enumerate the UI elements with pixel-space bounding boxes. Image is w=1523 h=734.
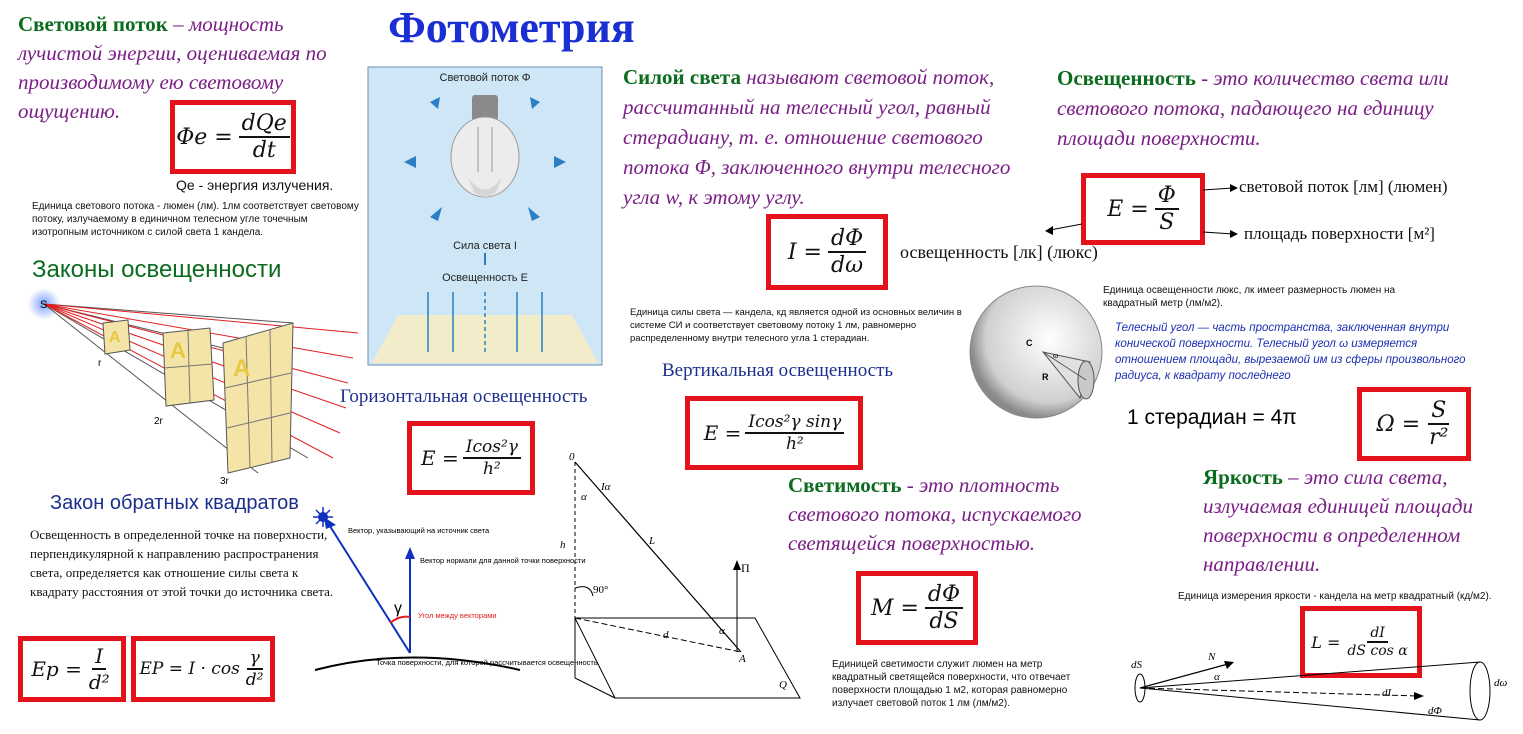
plane-Q <box>575 618 800 698</box>
brightness-unit-note: Единица измерения яркости - кандела на метр квадратный (кд/м2). <box>1178 591 1492 602</box>
solid-angle-definition: Телесный угол — часть пространства, заключенная внутри конической поверхности. Телесный угол ω измеряется отношением площади, вырезаемой им из сферы произвольного радиуса, к квадрату последнего <box>1115 322 1466 382</box>
label-flux: Световой поток Φ <box>439 72 531 84</box>
label-A1: A <box>109 329 121 346</box>
illuminance-arrows <box>1040 180 1240 250</box>
inverse-square-heading: Закон обратных квадратов <box>50 492 299 514</box>
luminosity-definition-text: - это плотность светового потока, испускаемого светящейся поверхностью. <box>788 473 1082 555</box>
illuminance-definition-text: - это количество света или светового потока, падающего на единицу площади поверхности. <box>1057 66 1449 150</box>
brightness-definition <box>1203 463 1503 579</box>
inverse-formula2-den: d² <box>245 670 264 690</box>
inverse-square-text: Освещенность в определенной точке на поверхности, перпендикулярной к направлению распространения света, определяется как отношение силы света к квадрату расстояния от этой точки до источника света. <box>30 527 334 599</box>
intensity-definition <box>623 62 1041 212</box>
intensity-unit-note: Единица силы света — кандела, кд является одной из основных величин в системе СИ и соответствует световому потоку 1 лм, равномерно распределенному внутри телесного угла 1 стерадиан. <box>630 307 962 344</box>
horizontal-formula-fraction <box>463 437 521 479</box>
illuminance-unit-note: Единица освещенности люкс, лк имеет размерность люмен на квадратный метр (лм/м2). <box>1103 285 1396 309</box>
label-angle: Угол между векторами <box>418 611 497 620</box>
luminosity-unit-note: Единицей светимости служит люмен на метр квадратный светящейся поверхности, что отвечает поверхности площадью 1 м2, которая равномерно излучает световой поток 1 лм (лм/м2). <box>832 659 1071 709</box>
light-line-L <box>575 462 741 652</box>
horizontal-formula <box>407 421 535 495</box>
intensity-formula-lhs: I = <box>787 239 822 265</box>
angle-arc <box>390 617 410 623</box>
inverse-formula1-den: d² <box>88 670 110 694</box>
geo-label-L: L <box>649 535 656 547</box>
inverse-square-formula-1 <box>18 636 126 702</box>
geo-label-Ialpha: Iα <box>601 481 611 493</box>
luminosity-formula-lhs: M = <box>870 595 919 621</box>
flux-formula-num: dQe <box>239 111 290 138</box>
vertical-formula-fraction <box>745 412 844 454</box>
geo-label-h: h <box>560 539 566 551</box>
label-normal-text: Вектор нормали для данной точки поверхности <box>420 556 586 565</box>
geo-label-A: A <box>739 653 746 665</box>
brightness-formula-lhs: L = <box>1311 632 1341 652</box>
lamp-diagram <box>368 67 602 365</box>
intensity-formula-num: dΦ <box>828 226 866 253</box>
label-2r: 2r <box>154 416 163 427</box>
cone-label-domega: dω <box>1494 677 1508 689</box>
steradian: 1 стерадиан = 4π <box>1127 406 1297 429</box>
vertical-formula-lhs: E = <box>703 421 742 445</box>
label-gamma: γ <box>394 600 402 617</box>
solid-angle-formula <box>1357 387 1471 461</box>
label-intensity: Сила света I <box>453 240 517 252</box>
label-A2: A <box>170 338 186 363</box>
luminosity-term: Светимость <box>788 473 902 497</box>
source-vector <box>328 523 410 653</box>
intensity-formula <box>766 214 888 290</box>
qe-note: Qe - энергия излучения. <box>176 177 334 193</box>
horizontal-formula-lhs: E = <box>421 446 459 470</box>
illuminance-arrow2-label: площадь поверхности [м²] <box>1244 224 1435 243</box>
horizontal-heading: Горизонтальная освещенность <box>340 386 588 407</box>
vertical-formula <box>685 396 863 470</box>
luminosity-formula-den: dS <box>929 609 959 634</box>
label-S: S <box>40 299 48 311</box>
label-A3: A <box>233 355 251 382</box>
solid-angle-formula-den: r² <box>1429 425 1449 450</box>
flux-unit-note: Единица светового потока - люмен (лм). 1лм соответствует световому потоку, излучаемому в единичном телесном угле точечным изотропным источником с силой света 1 кандела. <box>32 201 359 238</box>
inverse-formula1-fraction <box>86 644 113 694</box>
illuminance-definition <box>1057 63 1497 153</box>
sun-rays <box>313 507 333 527</box>
illuminance-arrow1-label: световой поток [лм] (люмен) <box>1239 177 1448 196</box>
intensity-formula-fraction <box>828 226 866 278</box>
cone-label-dI: dI <box>1382 687 1392 699</box>
inverse-square-formula-2 <box>131 636 275 702</box>
brightness-cone-diagram <box>1128 650 1520 730</box>
intensity-formula-den: dω <box>831 253 864 278</box>
geo-label-0: 0 <box>569 451 575 463</box>
cone-label-alpha: α <box>1214 671 1220 683</box>
label-surface-point: Точка поверхности, для которой рассчитывается освещенность <box>376 658 598 667</box>
flux-formula-fraction <box>239 111 290 163</box>
geo-label-90: 90° <box>593 584 609 596</box>
flux-formula-den: dt <box>252 138 276 163</box>
vertical-heading: Вертикальная освещенность <box>662 360 894 381</box>
cone-label-dS: dS <box>1131 659 1142 671</box>
flux-formula <box>170 100 296 174</box>
cone-label-N: N <box>1208 651 1216 663</box>
label-illuminance: Освещенность E <box>442 272 528 284</box>
intensity-definition-text: называют световой поток, рассчитанный на телесный угол, равный стерадиану, т. е. отношение светового потока Φ, заключенного внутри телесного угла w, к этому углу. <box>623 65 1011 209</box>
sphere-label-omega: ω <box>1053 351 1059 360</box>
laws-diagram <box>28 288 368 488</box>
inverse-formula1-lhs: Ep = <box>31 657 82 681</box>
geo-label-Q: Q <box>779 679 787 691</box>
geo-label-d: d <box>663 629 669 641</box>
sphere-label-C: C <box>1026 338 1033 348</box>
illuminance-formula-den: S <box>1159 210 1175 235</box>
brightness-formula-num: dI <box>1367 625 1388 643</box>
sphere <box>970 286 1102 418</box>
geo-label-Pi: Π <box>741 561 750 575</box>
horizontal-formula-den: h² <box>482 459 501 479</box>
intensity-term: Силой света <box>623 65 741 89</box>
inverse-formula2-lhs: EP = I · cos <box>139 659 240 679</box>
solid-angle-formula-lhs: Ω = <box>1376 411 1421 437</box>
page-title: Фотометрия <box>388 3 635 52</box>
flux-definition-text: – мощность лучистой энергии, оцениваемая по производимому ею световому ощущению. <box>18 12 327 123</box>
inverse-formula2-fraction <box>243 648 267 690</box>
area-3r <box>223 323 293 473</box>
sphere-diagram <box>968 282 1104 422</box>
inverse-formula2-num: γ <box>247 648 263 670</box>
flux-term: Световой поток <box>18 12 168 36</box>
cone-label-dPhi: dΦ <box>1428 705 1442 717</box>
geo-label-alpha-top: α <box>581 491 587 503</box>
flux-formula-lhs: Φe = <box>176 124 233 150</box>
brightness-definition-text: – это сила света, излучаемая единицей площади поверхности в определенном направлении. <box>1203 465 1473 576</box>
solid-angle-formula-fraction <box>1426 398 1451 450</box>
vector-diagram <box>310 505 598 720</box>
geo-label-alpha-bottom: α <box>719 625 725 637</box>
label-source-vector: Вектор, указывающий на источник света <box>348 526 490 535</box>
illuminance-formula-lhs: E = <box>1107 196 1149 222</box>
illuminance-term: Освещенность <box>1057 66 1196 90</box>
inverse-formula1-num: I <box>92 644 106 670</box>
sphere-label-R: R <box>1042 372 1049 382</box>
luminosity-formula-num: dΦ <box>925 582 963 609</box>
illuminance-formula-num: Φ <box>1155 183 1179 210</box>
normal-vector-arrow <box>405 547 415 559</box>
brightness-term: Яркость <box>1203 465 1283 489</box>
solid-angle-formula-num: S <box>1428 398 1449 425</box>
laws-heading: Законы освещенности <box>32 256 282 283</box>
brightness-formula-den: dS cos α <box>1347 643 1408 659</box>
label-3r: 3r <box>220 476 229 487</box>
geometry-diagram <box>555 448 805 703</box>
label-r: r <box>98 358 102 369</box>
luminosity-formula <box>856 571 978 645</box>
illuminance-caption: освещенность [лк] (люкс) <box>900 242 1098 262</box>
luminosity-definition <box>788 471 1104 558</box>
vertical-formula-den: h² <box>785 434 804 454</box>
luminosity-formula-fraction <box>925 582 963 634</box>
vertical-formula-num: Icos²γ sinγ <box>745 412 844 434</box>
horizontal-formula-num: Icos²γ <box>463 437 521 459</box>
